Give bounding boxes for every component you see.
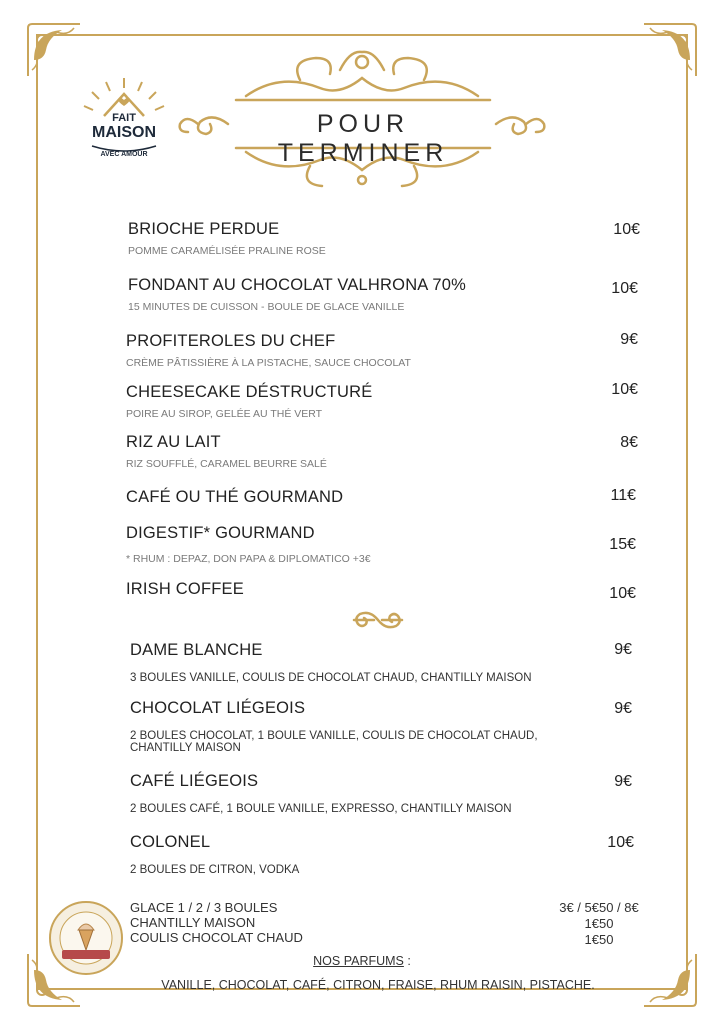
- item-name: PROFITEROLES DU CHEF: [126, 332, 336, 350]
- item-desc: 2 BOULES CAFÉ, 1 BOULE VANILLE, EXPRESSO, CHANTILLY MAISON: [130, 803, 512, 815]
- item-price: 10€: [613, 221, 640, 238]
- menu-item: [126, 524, 371, 565]
- item-name: CHOCOLAT LIÉGEOIS: [130, 699, 306, 717]
- menu-item: [126, 580, 244, 599]
- item-desc: 2 BOULES DE CITRON, VODKA: [130, 864, 300, 876]
- item-price: 9€: [620, 331, 638, 348]
- menu-item: [130, 772, 590, 815]
- page-title: POUR TERMINER: [277, 110, 449, 167]
- fait-maison-logo: [76, 72, 172, 168]
- item-desc: POMME CARAMÉLISÉE PRALINE ROSE: [128, 245, 326, 257]
- item-price: 9€: [614, 773, 632, 790]
- logo-line2: MAISON: [92, 124, 156, 141]
- item-desc: RIZ SOUFFLÉ, CARAMEL BEURRE SALÉ: [126, 458, 327, 470]
- item-name: CAFÉ OU THÉ GOURMAND: [126, 488, 344, 506]
- menu-item: [126, 433, 327, 470]
- menu-item: [126, 383, 372, 420]
- item-name: DAME BLANCHE: [130, 641, 263, 659]
- item-price: 10€: [611, 280, 638, 297]
- supplement-price: 1€50: [584, 932, 614, 947]
- item-price: 9€: [614, 641, 632, 658]
- supplement-item: GLACE 1 / 2 / 3 BOULES: [130, 900, 278, 915]
- menu-item: [130, 833, 590, 876]
- item-desc: * RHUM : DEPAZ, DON PAPA & DIPLOMATICO +3€: [126, 553, 371, 565]
- item-name: RIZ AU LAIT: [126, 433, 221, 451]
- logo-line3: AVEC AMOUR: [100, 151, 148, 158]
- menu-item: [126, 332, 411, 369]
- item-desc: POIRE AU SIROP, GELÉE AU THÉ VERT: [126, 408, 323, 420]
- item-price: 10€: [609, 585, 636, 602]
- item-desc: 15 MINUTES DE CUISSON - BOULE DE GLACE VANILLE: [128, 301, 405, 313]
- menu-item: [126, 488, 343, 507]
- parfums-list: VANILLE, CHOCOLAT, CAFÉ, CITRON, FRAISE, RHUM RAISIN, PISTACHE.: [161, 978, 595, 992]
- item-name: COLONEL: [130, 833, 211, 851]
- scroll-divider-icon: [350, 604, 406, 634]
- supplement-item: CHANTILLY MAISON: [130, 915, 256, 930]
- item-name: CAFÉ LIÉGEOIS: [130, 772, 259, 790]
- menu-item: [130, 699, 590, 754]
- supplements-prices: [540, 900, 658, 948]
- item-name: IRISH COFFEE: [126, 580, 244, 598]
- item-price: 8€: [620, 434, 638, 451]
- item-price: 11€: [610, 487, 636, 504]
- item-price: 10€: [611, 381, 638, 398]
- item-desc: CRÈME PÂTISSIÈRE À LA PISTACHE, SAUCE CHOCOLAT: [126, 357, 411, 369]
- menu-item: [128, 220, 326, 257]
- item-name: DIGESTIF* GOURMAND: [126, 524, 315, 542]
- item-desc: 2 BOULES CHOCOLAT, 1 BOULE VANILLE, COULIS DE CHOCOLAT CHAUD, CHANTILLY MAISON: [130, 730, 538, 754]
- item-desc: 3 BOULES VANILLE, COULIS DE CHOCOLAT CHAUD, CHANTILLY MAISON: [130, 672, 532, 684]
- supplements-list: [130, 900, 303, 945]
- item-price: 10€: [607, 834, 634, 851]
- item-name: BRIOCHE PERDUE: [128, 220, 280, 238]
- vrai-fait-maison-badge-icon: [48, 900, 124, 976]
- item-price: 9€: [614, 700, 632, 717]
- item-name: FONDANT AU CHOCOLAT VALHRONA 70%: [128, 276, 467, 294]
- parfums-title: NOS PARFUMS: [313, 954, 404, 968]
- supplement-price: 3€ / 5€50 / 8€: [559, 900, 639, 915]
- menu-item: [128, 276, 466, 313]
- logo-line1: FAIT: [112, 112, 136, 124]
- supplement-item: COULIS CHOCOLAT CHAUD: [130, 930, 303, 945]
- item-price: 15€: [609, 536, 636, 553]
- supplement-price: 1€50: [584, 916, 614, 931]
- parfums-colon: :: [403, 954, 411, 968]
- item-name: CHEESECAKE DÉSTRUCTURÉ: [126, 383, 373, 401]
- menu-item: [130, 641, 590, 684]
